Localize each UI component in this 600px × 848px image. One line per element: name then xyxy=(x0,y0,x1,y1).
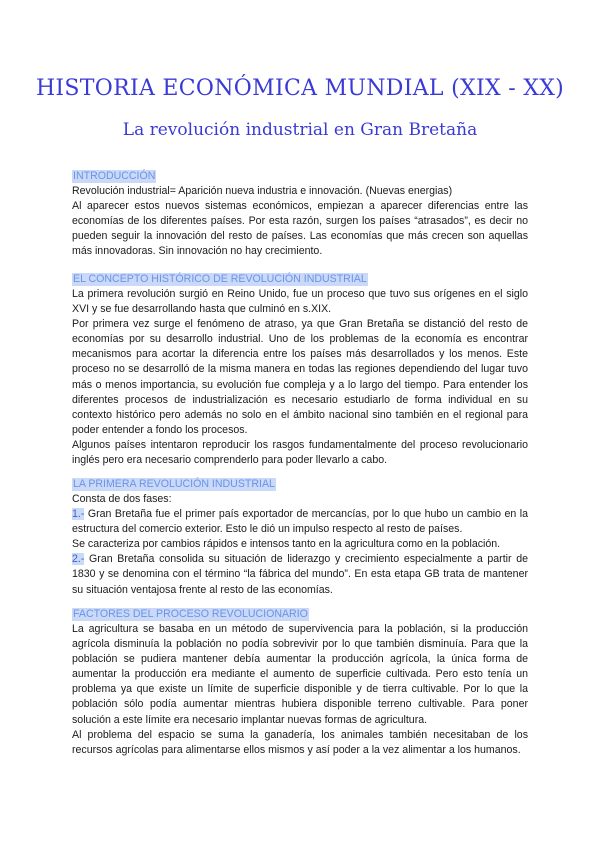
section-introduccion xyxy=(72,166,528,259)
phase-text: Gran Bretaña consolida su situación de liderazgo y crecimiento especialmente a partir de 1830 y se denomina con el término “la fábrica del mundo”. En esta etapa GB trata de mantener su situación ventajosa frente al resto de las economías. xyxy=(72,553,528,596)
paragraph: La agricultura se basaba en un método de supervivencia para la población, si la producción agrícola disminuía la población no podía sobrevivir por lo que también disminuía. Para que la población se pudiera mantener debía aumentar la producción agrícola, la única forma de aumentar la producción era mediante el aumento de superficie cultivada. Pero esto tenía un problema ya que existe un límite de superficie disponible y de tierra cultivable. Por lo que la población sólo podía aumentar mientras hubiera disponible terreno cultivable. Para poner solución a este límite era necesario implantar nuevas formas de agricultura. xyxy=(72,623,528,726)
phase-2 xyxy=(72,552,528,597)
section-heading: LA PRIMERA REVOLUCIÓN INDUSTRIAL xyxy=(73,478,275,490)
phase-number: 2.- xyxy=(72,553,85,566)
section-heading: INTRODUCCIÓN xyxy=(73,170,156,182)
paragraph: Al problema del espacio se suma la ganadería, los animales también necesitaban de los recursos agrícolas para alimentarse ellos mismos y así poder a la vez alimentar a los humanos. xyxy=(72,728,528,756)
section-primera-revolucion xyxy=(72,474,528,598)
phase-1 xyxy=(72,507,528,537)
section-concepto-historico xyxy=(72,269,528,468)
section-heading: FACTORES DEL PROCESO REVOLUCIONARIO xyxy=(73,608,308,620)
document-title: HISTORIA ECONÓMICA MUNDIAL (XIX - XX) xyxy=(35,76,565,101)
document-subtitle: La revolución industrial en Gran Bretaña xyxy=(122,120,478,140)
section-heading: EL CONCEPTO HISTÓRICO DE REVOLUCIÓN INDUSTRIAL xyxy=(73,273,367,285)
paragraph: Se caracteriza por cambios rápidos e intensos tanto en la agricultura como en la población. xyxy=(72,538,501,551)
paragraph: Revolución industrial= Aparición nueva industria e innovación. (Nuevas energias) xyxy=(72,185,453,197)
paragraph: Al aparecer estos nuevos sistemas económicos, empiezan a aparecer diferencias entre las economías de los diferentes países. Por esta razón, surgen los países “atrasados”, es decir no pueden seguir la innovación del resto de países. Las economías que más crecen son aquellas más innovadoras. Sin innovación no hay crecimiento. xyxy=(72,200,528,258)
paragraph: La primera revolución surgió en Reino Unido, fue un proceso que tuvo sus orígenes en el siglo XVI y se fue desarrollando hasta que culminó en s.XIX. xyxy=(72,288,528,316)
section-factores xyxy=(72,604,528,758)
paragraph: Consta de dos fases: xyxy=(72,493,172,505)
paragraph: Algunos países intentaron reproducir los rasgos fundamentalmente del proceso revolucionario inglés pero era necesario comprenderlo para poder llevarlo a cabo. xyxy=(72,438,528,467)
phase-text: Gran Bretaña fue el primer país exportador de mercancías, por lo que hubo un cambio en la estructura del comercio exterior. Esto le dió un impulso respecto al resto de países. xyxy=(72,508,528,536)
paragraph: Por primera vez surge el fenómeno de atraso, ya que Gran Bretaña se distanció del resto de economías por su desarrollo industrial. Uno de los problemas de la economía es encontrar mecanismos para acortar la diferencia entre los países más desarrollados y los menos. Este proceso no se desarrolló de la misma manera en todas las regiones dependiendo del lugar tuvo más o menos importancia, su evolución fue compleja y a lo largo del tiempo. Para entender los diferentes procesos de industrialización es necesario estudiarlo de forma individual en su contexto histórico pero además no solo en el ámbito nacional sino también en el regional para poder entender a fondo los procesos. xyxy=(72,318,528,436)
phase-number: 1.- xyxy=(72,508,85,521)
